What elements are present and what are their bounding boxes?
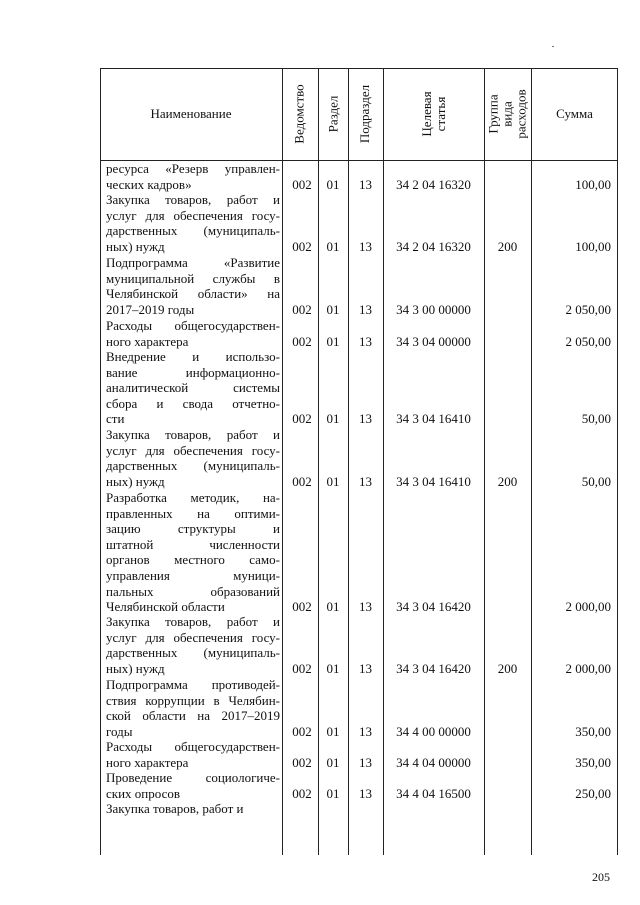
cell-ved: 002 xyxy=(292,333,312,349)
cell-cel: 34 4 00 00000 xyxy=(396,723,471,739)
cell-ved: 002 xyxy=(292,411,312,427)
col-border-ved xyxy=(282,68,283,855)
cell-cel: 34 3 04 16420 xyxy=(396,599,471,615)
cell-podr: 13 xyxy=(359,723,372,739)
cell-cel: 34 3 04 00000 xyxy=(396,333,471,349)
row-name xyxy=(106,349,280,427)
cell-cel: 34 2 04 16320 xyxy=(396,238,471,254)
cell-podr: 13 xyxy=(359,176,372,192)
cell-sum: 100,00 xyxy=(575,238,611,254)
row-name-line: Челябинской области xyxy=(106,599,225,615)
row-name-line: ного характера xyxy=(106,754,189,770)
row-name-line: сти xyxy=(106,411,125,427)
header-gruppa xyxy=(484,68,531,160)
cell-razd: 01 xyxy=(326,473,340,489)
cell-ved: 002 xyxy=(292,785,312,801)
row-name xyxy=(106,739,280,770)
cell-razd: 01 xyxy=(326,785,340,801)
row-name-line: дарственных (муниципаль- xyxy=(106,458,280,474)
cell-razd: 01 xyxy=(326,301,340,317)
row-name xyxy=(106,490,280,615)
row-name xyxy=(106,801,280,817)
header-podrazdel xyxy=(348,68,383,160)
cell-cel: 34 2 04 16320 xyxy=(396,176,471,192)
header-summa xyxy=(531,68,618,160)
cell-razd: 01 xyxy=(326,723,340,739)
cell-podr: 13 xyxy=(359,333,372,349)
row-name-line: годы xyxy=(106,723,133,739)
row-name-line: Внедрение и использо- xyxy=(106,349,280,364)
scan-speck xyxy=(552,46,554,47)
row-name xyxy=(106,677,280,739)
header-celevaya-label: Целевая статья xyxy=(418,91,448,137)
cell-grp: 200 xyxy=(497,660,518,676)
row-name-line: Подпрограмма «Развитие xyxy=(106,255,280,270)
col-border-gruppa xyxy=(484,68,485,855)
cell-grp: 200 xyxy=(497,473,518,489)
row-name-line: пальных образований xyxy=(106,583,280,599)
cell-cel: 34 3 04 16420 xyxy=(396,660,471,676)
row-name-line: 2017–2019 годы xyxy=(106,301,195,317)
row-name-line: муниципальной службы в xyxy=(106,270,280,286)
cell-cel: 34 3 04 16410 xyxy=(396,411,471,427)
row-name-line: Закупка товаров, работ и xyxy=(106,427,280,442)
cell-podr: 13 xyxy=(359,301,372,317)
col-border-right xyxy=(617,68,618,855)
cell-grp: 200 xyxy=(497,238,518,254)
row-name-line: ской области на 2017–2019 xyxy=(106,708,280,724)
header-razdel xyxy=(318,68,348,160)
header-ved xyxy=(282,68,318,160)
header-name-label: Наименование xyxy=(150,106,232,121)
row-name xyxy=(106,192,280,254)
row-name-line: Расходы общегосударствен- xyxy=(106,318,280,333)
cell-podr: 13 xyxy=(359,599,372,615)
row-name-line: управления муници- xyxy=(106,567,280,583)
header-name xyxy=(100,68,282,160)
cell-sum: 2 050,00 xyxy=(565,301,611,317)
row-name xyxy=(106,255,280,317)
cell-razd: 01 xyxy=(326,176,340,192)
row-name-line: Расходы общегосударствен- xyxy=(106,739,280,754)
header-gruppa-label: Группа вида расходов xyxy=(485,89,529,139)
row-name-line: дарственных (муниципаль- xyxy=(106,223,280,239)
cell-razd: 01 xyxy=(326,599,340,615)
cell-razd: 01 xyxy=(326,333,340,349)
cell-cel: 34 4 04 00000 xyxy=(396,754,471,770)
cell-podr: 13 xyxy=(359,238,372,254)
cell-razd: 01 xyxy=(326,411,340,427)
header-ved-label: Ведомство xyxy=(292,84,307,144)
row-name xyxy=(106,770,280,801)
cell-ved: 002 xyxy=(292,238,312,254)
row-name-line: Проведение социологиче- xyxy=(106,770,280,785)
row-name xyxy=(106,318,280,349)
row-name-line: Закупка товаров, работ и xyxy=(106,192,280,207)
cell-sum: 2 050,00 xyxy=(565,333,611,349)
cell-cel: 34 4 04 16500 xyxy=(396,785,471,801)
cell-ved: 002 xyxy=(292,176,312,192)
row-name-line: ческих кадров» xyxy=(106,176,192,192)
cell-podr: 13 xyxy=(359,411,372,427)
cell-razd: 01 xyxy=(326,754,340,770)
row-name xyxy=(106,427,280,489)
row-name-line: услуг для обеспечения госу- xyxy=(106,442,280,458)
cell-ved: 002 xyxy=(292,301,312,317)
row-name-line: услуг для обеспечения госу- xyxy=(106,629,280,645)
row-name-line: Челябинской области» на xyxy=(106,286,280,302)
cell-cel: 34 3 04 16410 xyxy=(396,473,471,489)
cell-cel: 34 3 00 00000 xyxy=(396,301,471,317)
header-celevaya xyxy=(383,68,484,160)
row-name-line: аналитической системы xyxy=(106,380,280,396)
cell-ved: 002 xyxy=(292,473,312,489)
cell-razd: 01 xyxy=(326,660,340,676)
cell-podr: 13 xyxy=(359,754,372,770)
row-name-line: органов местного само- xyxy=(106,552,280,568)
row-name-line: услуг для обеспечения госу- xyxy=(106,207,280,223)
row-name xyxy=(106,161,280,192)
header-podrazdel-label: Подраздел xyxy=(357,84,373,144)
cell-sum: 2 000,00 xyxy=(565,660,611,676)
header-summa-label: Сумма xyxy=(556,106,593,121)
row-name-line: Закупка товаров, работ и xyxy=(106,801,244,816)
cell-sum: 250,00 xyxy=(575,785,611,801)
budget-table xyxy=(100,68,618,855)
row-name-line: ных) нужд xyxy=(106,660,165,676)
cell-razd: 01 xyxy=(326,238,340,254)
row-name-line: ных) нужд xyxy=(106,473,165,489)
cell-sum: 2 000,00 xyxy=(565,599,611,615)
page-number: 205 xyxy=(592,870,610,884)
row-name-line: вание информационно- xyxy=(106,364,280,380)
cell-podr: 13 xyxy=(359,785,372,801)
row-name-line: зацию структуры и xyxy=(106,521,280,537)
row-name-line: Разработка методик, на- xyxy=(106,490,280,505)
cell-ved: 002 xyxy=(292,754,312,770)
cell-sum: 50,00 xyxy=(581,473,611,489)
cell-ved: 002 xyxy=(292,660,312,676)
header-razdel-label: Раздел xyxy=(325,95,340,133)
col-border-left xyxy=(100,68,101,855)
row-name-line: Подпрограмма противодей- xyxy=(106,677,280,692)
cell-ved: 002 xyxy=(292,723,312,739)
row-name xyxy=(106,614,280,676)
cell-podr: 13 xyxy=(359,473,372,489)
cell-podr: 13 xyxy=(359,660,372,676)
row-name-line: дарственных (муниципаль- xyxy=(106,645,280,661)
cell-sum: 100,00 xyxy=(575,176,611,192)
row-name-line: правленных на оптими- xyxy=(106,505,280,521)
cell-sum: 50,00 xyxy=(581,411,611,427)
row-name-line: ствия коррупции в Челябин- xyxy=(106,692,280,708)
row-name-line: ных) нужд xyxy=(106,238,165,254)
row-name-line: Закупка товаров, работ и xyxy=(106,614,280,629)
row-name-line: ного характера xyxy=(106,333,189,349)
row-name-line: ресурса «Резерв управлен- xyxy=(106,161,280,176)
row-name-line: сбора и свода отчетно- xyxy=(106,395,280,411)
row-name-line: ских опросов xyxy=(106,785,180,801)
cell-sum: 350,00 xyxy=(575,754,611,770)
cell-ved: 002 xyxy=(292,599,312,615)
row-name-line: штатной численности xyxy=(106,536,280,552)
cell-sum: 350,00 xyxy=(575,723,611,739)
